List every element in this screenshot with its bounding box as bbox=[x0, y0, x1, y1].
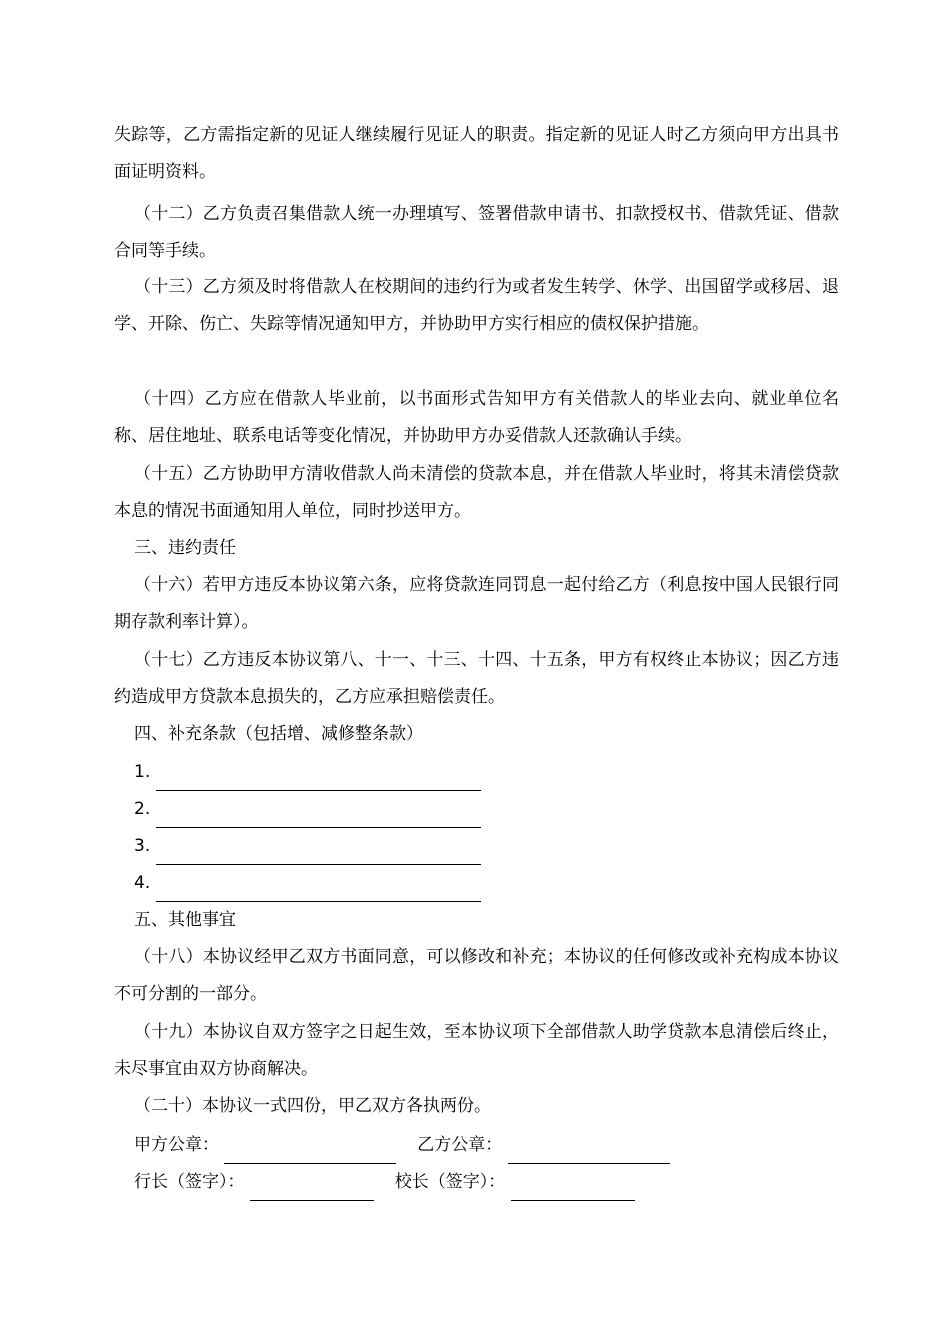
party-b-seal-label: 乙方公章： bbox=[417, 1135, 503, 1155]
principal-sign-blank[interactable] bbox=[511, 1178, 635, 1201]
section-heading-breach: 三、违约责任 bbox=[134, 538, 236, 558]
supplement-item bbox=[134, 828, 481, 865]
section-heading-other: 五、其他事宜 bbox=[134, 910, 236, 930]
supplement-item bbox=[134, 754, 481, 791]
supplement-blank-line[interactable] bbox=[156, 842, 481, 865]
section-heading-supplement: 四、补充条款（包括增、减修整条款） bbox=[134, 724, 423, 744]
supplement-item-number: 1. bbox=[134, 762, 151, 782]
seal-row bbox=[134, 1127, 670, 1164]
paragraph-clause-18: （十八）本协议经甲乙双方书面同意，可以修改和补充；本协议的任何修改或补充构成本协议不可分割的一部分。 bbox=[114, 947, 839, 1004]
supplement-item-number: 2. bbox=[134, 799, 151, 819]
president-sign-blank[interactable] bbox=[250, 1178, 374, 1201]
party-a-seal-blank[interactable] bbox=[224, 1141, 396, 1164]
paragraph-clause-16: （十六）若甲方违反本协议第六条，应将贷款连同罚息一起付给乙方（利息按中国人民银行同期存款利率计算）。 bbox=[114, 575, 839, 632]
party-b-seal-blank[interactable] bbox=[508, 1141, 670, 1164]
paragraph-clause-19: （十九）本协议自双方签字之日起生效，至本协议项下全部借款人助学贷款本息清偿后终止，未尽事宜由双方协商解决。 bbox=[114, 1022, 839, 1079]
supplement-blank-line[interactable] bbox=[156, 879, 481, 902]
signature-row bbox=[134, 1164, 635, 1201]
supplement-item-number: 3. bbox=[134, 836, 151, 856]
paragraph-clause-13: （十三）乙方须及时将借款人在校期间的违约行为或者发生转学、休学、出国留学或移居、退学、开除、伤亡、失踪等情况通知甲方，并协助甲方实行相应的债权保护措施。 bbox=[114, 277, 839, 334]
supplement-item-number: 4. bbox=[134, 873, 151, 893]
paragraph-clause-12: （十二）乙方负责召集借款人统一办理填写、签署借款申请书、扣款授权书、借款凭证、借款合同等手续。 bbox=[114, 204, 839, 261]
paragraph-witness-continuation: 失踪等，乙方需指定新的见证人继续履行见证人的职责。指定新的见证人时乙方须向甲方出具书面证明资料。 bbox=[114, 125, 839, 182]
president-sign-label: 行长（签字）： bbox=[134, 1172, 245, 1192]
paragraph-clause-17: （十七）乙方违反本协议第八、十一、十三、十四、十五条，甲方有权终止本协议；因乙方违约造成甲方贷款本息损失的，乙方应承担赔偿责任。 bbox=[114, 650, 839, 707]
paragraph-clause-14: （十四）乙方应在借款人毕业前，以书面形式告知甲方有关借款人的毕业去向、就业单位名称、居住地址、联系电话等变化情况，并协助甲方办妥借款人还款确认手续。 bbox=[114, 389, 839, 446]
supplement-blank-line[interactable] bbox=[156, 768, 481, 791]
supplement-item bbox=[134, 791, 481, 828]
paragraph-clause-15: （十五）乙方协助甲方清收借款人尚未清偿的贷款本息，并在借款人毕业时，将其未清偿贷款本息的情况书面通知用人单位，同时抄送甲方。 bbox=[114, 464, 839, 521]
supplement-item bbox=[134, 865, 481, 902]
party-a-seal-label: 甲方公章： bbox=[134, 1135, 219, 1155]
paragraph-clause-20: （二十）本协议一式四份，甲乙双方各执两份。 bbox=[134, 1096, 491, 1116]
principal-sign-label: 校长（签字）： bbox=[394, 1172, 506, 1192]
supplement-blank-line[interactable] bbox=[156, 805, 481, 828]
